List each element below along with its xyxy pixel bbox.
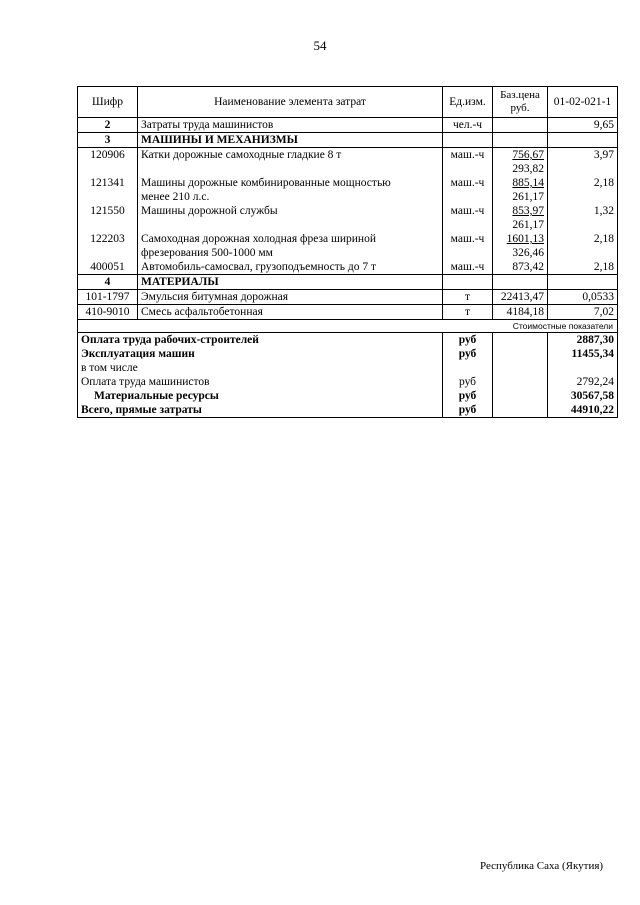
table-row: [78, 118, 618, 133]
machine-code: 121550: [78, 204, 138, 218]
machine-price: 853,97: [493, 204, 548, 218]
machine-name: Машины дорожной службы: [138, 204, 443, 218]
machine-qty: 2,18: [548, 260, 618, 275]
machine-unit: маш.-ч: [443, 260, 493, 275]
cost-caption: Стоимостные показатели: [78, 320, 618, 333]
machine-qty: 2,18: [548, 232, 618, 246]
section-row-machines: [78, 133, 618, 148]
footer-region: Республика Саха (Якутия): [480, 860, 604, 872]
materials-section-code: 4: [78, 275, 138, 290]
summary-label: Оплата труда машинистов: [78, 375, 443, 389]
labor-qty: 9,65: [548, 118, 618, 133]
material-price: 4184,18: [493, 305, 548, 320]
machine-name: Автомобиль-самосвал, грузоподъемность до 7 т: [138, 260, 443, 275]
machine-name-line2: фрезерования 500-1000 мм: [138, 246, 443, 260]
material-name: Эмульсия битумная дорожная: [138, 290, 443, 305]
header-price-line2: руб.: [510, 102, 530, 114]
table-row: [78, 176, 618, 190]
machine-price: 1601,13: [493, 232, 548, 246]
table-row: [78, 232, 618, 246]
machine-qty: 2,18: [548, 176, 618, 190]
material-price: 22413,47: [493, 290, 548, 305]
summary-value: 2792,24: [548, 375, 618, 389]
summary-row-including: [78, 361, 618, 375]
material-name: Смесь асфальтобетонная: [138, 305, 443, 320]
summary-value: 2887,30: [548, 333, 618, 348]
table-row: [78, 290, 618, 305]
machine-code: 400051: [78, 260, 138, 275]
machine-price-secondary: 261,17: [493, 190, 548, 204]
machines-section-title: МАШИНЫ И МЕХАНИЗМЫ: [138, 133, 443, 148]
table-row: [78, 204, 618, 218]
summary-unit: руб: [443, 403, 493, 418]
labor-code: 2: [78, 118, 138, 133]
summary-value: 11455,34: [548, 347, 618, 361]
material-qty: 7,02: [548, 305, 618, 320]
machine-name: Самоходная дорожная холодная фреза шириной: [138, 232, 443, 246]
summary-unit: руб: [443, 389, 493, 403]
summary-row-total: [78, 403, 618, 418]
summary-value: 30567,58: [548, 389, 618, 403]
header-name: Наименование элемента затрат: [138, 87, 443, 118]
section-row-materials: [78, 275, 618, 290]
header-price: [493, 87, 548, 118]
summary-row-materials: [78, 389, 618, 403]
machine-price-secondary: 326,46: [493, 246, 548, 260]
table-row: [78, 260, 618, 275]
machine-price: 873,42: [493, 260, 548, 275]
summary-unit: руб: [443, 375, 493, 389]
material-code: 101-1797: [78, 290, 138, 305]
table-row: [78, 305, 618, 320]
material-unit: т: [443, 305, 493, 320]
cost-table: [77, 86, 618, 418]
table-row-continuation: [78, 190, 618, 204]
header-code: Шифр: [78, 87, 138, 118]
machine-name: Катки дорожные самоходные гладкие 8 т: [138, 148, 443, 163]
machine-unit: маш.-ч: [443, 148, 493, 163]
table-row-continuation: [78, 162, 618, 176]
header-price-line1: Баз.цена: [500, 89, 540, 101]
table-header-row: [78, 87, 618, 118]
machine-price-secondary: 293,82: [493, 162, 548, 176]
summary-row-operator-wages: [78, 375, 618, 389]
machines-section-code: 3: [78, 133, 138, 148]
machine-price-secondary: 261,17: [493, 218, 548, 232]
machine-code: 120906: [78, 148, 138, 163]
summary-unit: руб: [443, 347, 493, 361]
summary-label: Эксплуатация машин: [78, 347, 443, 361]
machine-unit: маш.-ч: [443, 232, 493, 246]
summary-including-label: в том числе: [78, 361, 443, 375]
machine-name: Машины дорожные комбинированные мощностью: [138, 176, 443, 190]
material-code: 410-9010: [78, 305, 138, 320]
labor-unit: чел.-ч: [443, 118, 493, 133]
summary-row-wages: [78, 333, 618, 348]
page-number: 54: [313, 38, 327, 53]
summary-label: Материальные ресурсы: [78, 389, 443, 403]
machine-qty: 1,32: [548, 204, 618, 218]
table-row: [78, 148, 618, 163]
materials-section-title: МАТЕРИАЛЫ: [138, 275, 443, 290]
machine-price: 756,67: [493, 148, 548, 163]
machine-code: 121341: [78, 176, 138, 190]
summary-unit: руб: [443, 333, 493, 348]
cost-caption-row: [78, 320, 618, 333]
machine-code: 122203: [78, 232, 138, 246]
material-unit: т: [443, 290, 493, 305]
material-qty: 0,0533: [548, 290, 618, 305]
header-unit: Ед.изм.: [443, 87, 493, 118]
summary-label: Оплата труда рабочих-строителей: [78, 333, 443, 348]
summary-label: Всего, прямые затраты: [78, 403, 443, 418]
summary-value: 44910,22: [548, 403, 618, 418]
table-row-continuation: [78, 218, 618, 232]
machine-qty: 3,97: [548, 148, 618, 163]
labor-name: Затраты труда машинистов: [138, 118, 443, 133]
machine-unit: маш.-ч: [443, 204, 493, 218]
header-norm: 01-02-021-1: [548, 87, 618, 118]
machine-name-line2: менее 210 л.с.: [138, 190, 443, 204]
summary-row-machine-ops: [78, 347, 618, 361]
table-row-continuation: [78, 246, 618, 260]
machine-unit: маш.-ч: [443, 176, 493, 190]
machine-price: 885,14: [493, 176, 548, 190]
